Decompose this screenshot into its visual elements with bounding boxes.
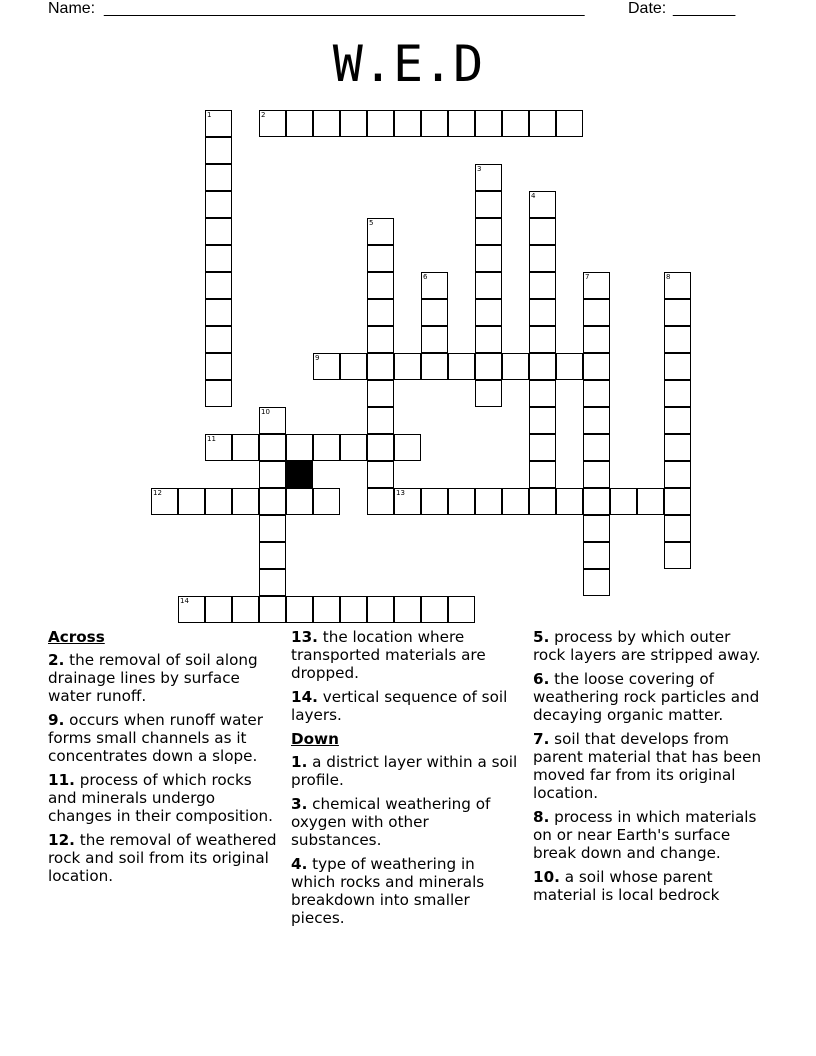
- grid-cell[interactable]: [421, 353, 448, 380]
- clue-number: 2.: [48, 651, 65, 669]
- grid-cell[interactable]: [529, 434, 556, 461]
- grid-cell[interactable]: [664, 488, 691, 515]
- grid-cell[interactable]: [367, 299, 394, 326]
- cell-number: 2: [261, 111, 266, 119]
- grid-cell[interactable]: [232, 488, 259, 515]
- grid-cell[interactable]: [340, 110, 367, 137]
- grid-cell[interactable]: [313, 596, 340, 623]
- grid-cell[interactable]: [205, 272, 232, 299]
- grid-cell[interactable]: [340, 596, 367, 623]
- clue-text: a soil whose parent material is local bedrock: [533, 868, 720, 904]
- clue-number: 3.: [291, 795, 308, 813]
- grid-cell[interactable]: [151, 488, 178, 515]
- cell-number: 7: [585, 273, 590, 281]
- clue-text: a district layer within a soil profile.: [291, 753, 518, 789]
- grid-cell[interactable]: [259, 542, 286, 569]
- across-heading: Across: [48, 628, 105, 646]
- grid-cell[interactable]: [259, 569, 286, 596]
- grid-cell[interactable]: [205, 434, 232, 461]
- clue-down-10: [533, 868, 765, 904]
- cell-number: 14: [180, 597, 189, 605]
- clue-text: process by which outer rock layers are stripped away.: [533, 628, 761, 664]
- grid-cell[interactable]: [583, 407, 610, 434]
- grid-cell[interactable]: [286, 434, 313, 461]
- grid-cell[interactable]: [529, 326, 556, 353]
- grid-cell[interactable]: [394, 596, 421, 623]
- grid-cell[interactable]: [475, 245, 502, 272]
- grid-cell[interactable]: [394, 488, 421, 515]
- grid-cell[interactable]: [205, 488, 232, 515]
- grid-cell[interactable]: [205, 137, 232, 164]
- grid-cell[interactable]: [286, 110, 313, 137]
- clue-text: the loose covering of weathering rock particles and decaying organic matter.: [533, 670, 760, 724]
- grid-cell[interactable]: [529, 461, 556, 488]
- grid-cell[interactable]: [421, 272, 448, 299]
- grid-cell[interactable]: [367, 110, 394, 137]
- cell-number: 4: [531, 192, 536, 200]
- grid-cell[interactable]: [421, 326, 448, 353]
- clue-number: 13.: [291, 628, 318, 646]
- clue-text: chemical weathering of oxygen with other substances.: [291, 795, 491, 849]
- cell-number: 9: [315, 354, 320, 362]
- grid-cell[interactable]: [583, 569, 610, 596]
- grid-cell[interactable]: [664, 380, 691, 407]
- grid-cell[interactable]: [448, 353, 475, 380]
- cell-number: 3: [477, 165, 482, 173]
- grid-cell[interactable]: [583, 326, 610, 353]
- grid-cell[interactable]: [394, 110, 421, 137]
- clue-number: 8.: [533, 808, 550, 826]
- grid-cell[interactable]: [475, 326, 502, 353]
- grid-cell[interactable]: [556, 110, 583, 137]
- grid-cell[interactable]: [421, 110, 448, 137]
- grid-cell[interactable]: [367, 461, 394, 488]
- grid-cell[interactable]: [448, 596, 475, 623]
- grid-cell[interactable]: [232, 596, 259, 623]
- clue-number: 4.: [291, 855, 308, 873]
- grid-cell[interactable]: [259, 488, 286, 515]
- clue-number: 7.: [533, 730, 550, 748]
- grid-cell[interactable]: [448, 110, 475, 137]
- grid-cell[interactable]: [367, 407, 394, 434]
- grid-cell[interactable]: [583, 488, 610, 515]
- grid-cell[interactable]: [205, 299, 232, 326]
- clue-down-1: [291, 753, 523, 789]
- clue-number: 12.: [48, 831, 75, 849]
- grid-cell[interactable]: [529, 380, 556, 407]
- grid-cell[interactable]: [583, 380, 610, 407]
- clue-column-2: [291, 628, 523, 933]
- grid-cell[interactable]: [313, 110, 340, 137]
- clue-column-3: [533, 628, 765, 910]
- cell-number: 8: [666, 273, 671, 281]
- clue-text: process in which materials on or near Earth's surface break down and change.: [533, 808, 757, 862]
- date-label: Date:: [628, 0, 667, 17]
- grid-cell[interactable]: [205, 353, 232, 380]
- clue-number: 9.: [48, 711, 65, 729]
- clue-text: the removal of weathered rock and soil from its original location.: [48, 831, 277, 885]
- grid-cell[interactable]: [205, 380, 232, 407]
- grid-cell[interactable]: [340, 353, 367, 380]
- grid-cell[interactable]: [529, 245, 556, 272]
- name-field[interactable]: ______________________________________________________: [104, 0, 585, 17]
- grid-cell[interactable]: [367, 245, 394, 272]
- grid-cell[interactable]: [340, 434, 367, 461]
- grid-cell[interactable]: [421, 596, 448, 623]
- clue-number: 14.: [291, 688, 318, 706]
- clue-text: type of weathering in which rocks and minerals breakdown into smaller pieces.: [291, 855, 485, 927]
- name-label: Name:: [48, 0, 96, 17]
- clue-column-1: [48, 628, 280, 891]
- grid-cell[interactable]: [583, 272, 610, 299]
- cell-number: 1: [207, 111, 212, 119]
- grid-cell[interactable]: [232, 434, 259, 461]
- grid-cell[interactable]: [367, 380, 394, 407]
- clue-text: the location where transported materials are dropped.: [291, 628, 486, 682]
- grid-cell[interactable]: [367, 353, 394, 380]
- clue-number: 5.: [533, 628, 550, 646]
- grid-cell[interactable]: [205, 326, 232, 353]
- grid-cell[interactable]: [178, 488, 205, 515]
- clue-down-8: [533, 808, 765, 862]
- grid-cell[interactable]: [475, 191, 502, 218]
- clue-across-12: [48, 831, 280, 885]
- grid-cell[interactable]: [367, 272, 394, 299]
- grid-cell[interactable]: [259, 515, 286, 542]
- grid-cell[interactable]: [205, 596, 232, 623]
- clue-down-5: [533, 628, 765, 664]
- grid-cell[interactable]: [259, 110, 286, 137]
- grid-cell[interactable]: [394, 353, 421, 380]
- grid-cell[interactable]: [178, 596, 205, 623]
- grid-cell[interactable]: [259, 596, 286, 623]
- grid-cell[interactable]: [664, 515, 691, 542]
- grid-cell[interactable]: [583, 299, 610, 326]
- grid-cell[interactable]: [664, 272, 691, 299]
- clue-number: 10.: [533, 868, 560, 886]
- grid-cell[interactable]: [313, 488, 340, 515]
- grid-cell[interactable]: [205, 191, 232, 218]
- grid-cell[interactable]: [502, 488, 529, 515]
- grid-cell[interactable]: [475, 380, 502, 407]
- down-heading: Down: [291, 730, 339, 748]
- cell-number: 10: [261, 408, 270, 416]
- grid-cell[interactable]: [475, 272, 502, 299]
- clue-across-13: [291, 628, 523, 682]
- grid-cell[interactable]: [367, 218, 394, 245]
- grid-cell[interactable]: [610, 488, 637, 515]
- grid-cell[interactable]: [448, 488, 475, 515]
- grid-cell[interactable]: [313, 434, 340, 461]
- clue-across-9: [48, 711, 280, 765]
- grid-cell[interactable]: [529, 218, 556, 245]
- clue-number: 1.: [291, 753, 308, 771]
- clue-text: occurs when runoff water forms small channels as it concentrates down a slope.: [48, 711, 263, 765]
- grid-cell[interactable]: [664, 542, 691, 569]
- clue-number: 11.: [48, 771, 75, 789]
- grid-cell[interactable]: [475, 488, 502, 515]
- clue-text: vertical sequence of soil layers.: [291, 688, 508, 724]
- grid-cell[interactable]: [421, 299, 448, 326]
- grid-cell[interactable]: [556, 353, 583, 380]
- grid-cell[interactable]: [664, 407, 691, 434]
- grid-cell[interactable]: [529, 488, 556, 515]
- grid-cell[interactable]: [475, 218, 502, 245]
- grid-cell[interactable]: [583, 434, 610, 461]
- cell-number: 13: [396, 489, 405, 497]
- grid-cell[interactable]: [475, 110, 502, 137]
- grid-cell[interactable]: [475, 299, 502, 326]
- grid-cell[interactable]: [529, 299, 556, 326]
- clue-text: the removal of soil along drainage lines by surface water runoff.: [48, 651, 258, 705]
- grid-cell[interactable]: [583, 461, 610, 488]
- black-cell: [286, 461, 313, 488]
- clue-across-11: [48, 771, 280, 825]
- clue-down-6: [533, 670, 765, 724]
- grid-cell[interactable]: [529, 407, 556, 434]
- grid-cell[interactable]: [664, 326, 691, 353]
- grid-cell[interactable]: [502, 110, 529, 137]
- grid-cell[interactable]: [529, 353, 556, 380]
- grid-cell[interactable]: [421, 488, 448, 515]
- grid-cell[interactable]: [205, 218, 232, 245]
- grid-cell[interactable]: [259, 461, 286, 488]
- grid-cell[interactable]: [259, 407, 286, 434]
- grid-cell[interactable]: [529, 191, 556, 218]
- grid-cell[interactable]: [664, 434, 691, 461]
- grid-cell[interactable]: [286, 488, 313, 515]
- grid-cell[interactable]: [205, 164, 232, 191]
- grid-cell[interactable]: [664, 353, 691, 380]
- clue-down-4: [291, 855, 523, 927]
- clue-across-2: [48, 651, 280, 705]
- date-field[interactable]: _______: [673, 0, 736, 17]
- grid-cell[interactable]: [313, 353, 340, 380]
- grid-cell[interactable]: [475, 353, 502, 380]
- grid-cell[interactable]: [529, 272, 556, 299]
- cell-number: 5: [369, 219, 374, 227]
- grid-cell[interactable]: [556, 488, 583, 515]
- grid-cell[interactable]: [529, 110, 556, 137]
- grid-cell[interactable]: [502, 353, 529, 380]
- grid-cell[interactable]: [367, 326, 394, 353]
- grid-cell[interactable]: [583, 515, 610, 542]
- grid-cell[interactable]: [394, 434, 421, 461]
- grid-cell[interactable]: [583, 542, 610, 569]
- grid-cell[interactable]: [205, 110, 232, 137]
- grid-cell[interactable]: [259, 434, 286, 461]
- grid-cell[interactable]: [286, 596, 313, 623]
- clue-across-14: [291, 688, 523, 724]
- grid-cell[interactable]: [664, 461, 691, 488]
- grid-cell[interactable]: [367, 596, 394, 623]
- cell-number: 6: [423, 273, 428, 281]
- clue-text: soil that develops from parent material that has been moved far from its original location.: [533, 730, 762, 802]
- grid-cell[interactable]: [475, 164, 502, 191]
- cell-number: 11: [207, 435, 216, 443]
- puzzle-title: W.E.D: [332, 35, 484, 93]
- grid-cell[interactable]: [205, 245, 232, 272]
- clue-down-3: [291, 795, 523, 849]
- clue-down-7: [533, 730, 765, 802]
- grid-cell[interactable]: [637, 488, 664, 515]
- clue-text: process of which rocks and minerals undergo changes in their composition.: [48, 771, 273, 825]
- grid-cell[interactable]: [664, 299, 691, 326]
- cell-number: 12: [153, 489, 162, 497]
- clue-number: 6.: [533, 670, 550, 688]
- grid-cell[interactable]: [367, 434, 394, 461]
- grid-cell[interactable]: [583, 353, 610, 380]
- grid-cell[interactable]: [367, 488, 394, 515]
